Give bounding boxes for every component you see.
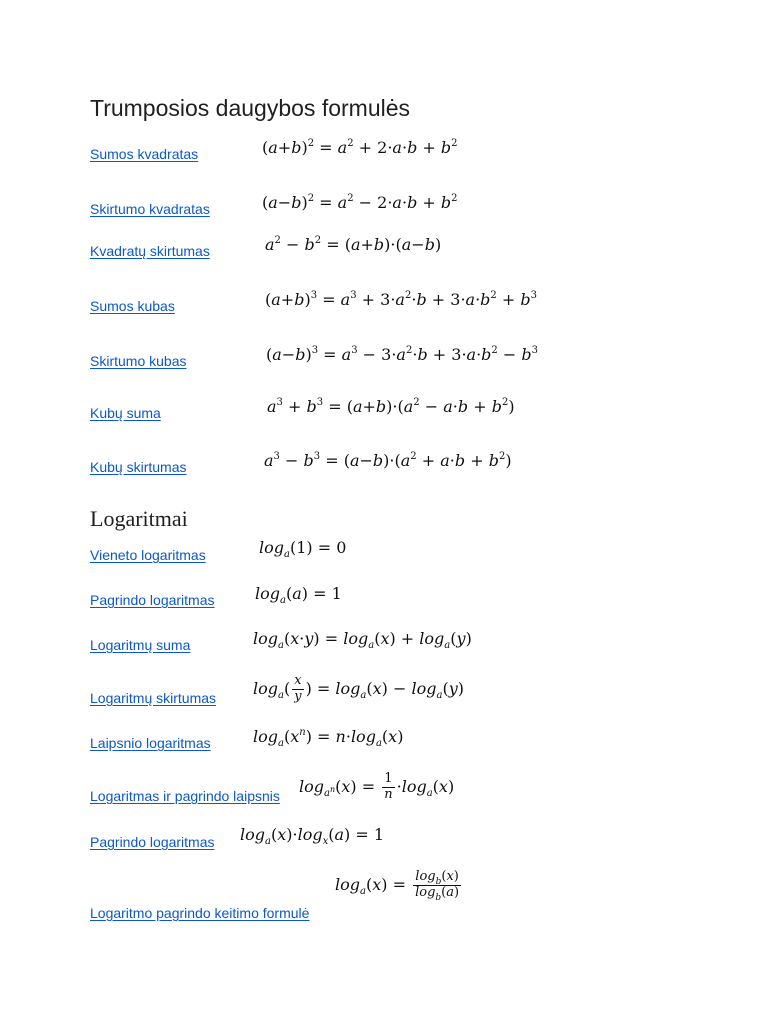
link-kvadratu-skirtumas[interactable]: Kvadratų skirtumas [90, 243, 210, 259]
link-logaritmo-pagrindo-keitimo-formule[interactable]: Logaritmo pagrindo keitimo formulė [90, 905, 310, 921]
formula-logaritmu-suma: $\log_a(x\cdot y) = \log_a(x) + \log_a(y)$ [253, 629, 472, 651]
section-title-logarithms: Logaritmai [90, 506, 188, 531]
formula-logaritmas-ir-pagrindo-laipsnis: $\log_{a^n}(x)$ = $\frac{1}{n}$ $\cdot\log_a(x)$ [299, 771, 455, 802]
formula-pagrindo-logaritmas-2: $\log_a(x)\cdot\log_x(a) = 1$ [240, 825, 385, 847]
formula-laipsnio-logaritmas: $\log_a(x^n) = n\cdot\log_a(x)$ [253, 727, 404, 749]
formula-sumos-kubas: $(a+b)^3 = a^3 + 3\cdot a^2\cdot b + 3\cdot a\cdot b^2 + b^3$ [265, 290, 537, 309]
section-title-multiplication: Trumposios daugybos formulės [90, 95, 411, 121]
formula-kvadratu-skirtumas: $a^2 - b^2 = (a+b)\cdot(a-b)$ [265, 235, 442, 254]
link-kubu-suma[interactable]: Kubų suma [90, 405, 161, 421]
link-kubu-skirtumas[interactable]: Kubų skirtumas [90, 459, 187, 475]
link-skirtumo-kubas[interactable]: Skirtumo kubas [90, 353, 187, 369]
formula-pagrindo-logaritmas: $\log_a(a) = 1$ [255, 584, 342, 606]
link-vieneto-logaritmas[interactable]: Vieneto logaritmas [90, 547, 206, 563]
link-skirtumo-kvadratas[interactable]: Skirtumo kvadratas [90, 201, 210, 217]
link-logaritmu-suma[interactable]: Logaritmų suma [90, 637, 191, 653]
formula-logaritmu-skirtumas: $\log_a$( $\frac{x}{y}$ ) = $\log_a(x) - \log_a(y)$ [253, 673, 464, 704]
link-sumos-kubas[interactable]: Sumos kubas [90, 298, 175, 314]
formula-skirtumo-kubas: $(a-b)^3 = a^3 - 3\cdot a^2\cdot b + 3\cdot a\cdot b^2 - b^3$ [266, 345, 538, 364]
formula-sumos-kvadratas: $(a+b)^2 = a^2 + 2\cdot a\cdot b + b^2$ [262, 138, 458, 157]
link-pagrindo-logaritmas-2[interactable]: Pagrindo logaritmas [90, 834, 215, 850]
link-sumos-kvadratas[interactable]: Sumos kvadratas [90, 146, 199, 162]
link-pagrindo-logaritmas[interactable]: Pagrindo logaritmas [90, 592, 215, 608]
link-logaritmas-ir-pagrindo-laipsnis[interactable]: Logaritmas ir pagrindo laipsnis [90, 788, 280, 804]
link-logaritmu-skirtumas[interactable]: Logaritmų skirtumas [90, 690, 217, 706]
formula-skirtumo-kvadratas: $(a-b)^2 = a^2 - 2\cdot a\cdot b + b^2$ [262, 193, 458, 212]
formula-vieneto-logaritmas: $\log_a(1) = 0$ [259, 538, 347, 560]
link-laipsnio-logaritmas[interactable]: Laipsnio logaritmas [90, 735, 211, 751]
formula-kubu-suma: $a^3 + b^3 = (a+b)\cdot(a^2 - a\cdot b + b^2)$ [267, 397, 515, 416]
formula-kubu-skirtumas: $a^3 - b^3 = (a-b)\cdot(a^2 + a\cdot b + b^2)$ [264, 451, 512, 470]
formula-logaritmo-pagrindo-keitimo: $\log_a(x)$ = $\frac{\log_b(x)}{\log_b(a)}$ [335, 869, 460, 903]
